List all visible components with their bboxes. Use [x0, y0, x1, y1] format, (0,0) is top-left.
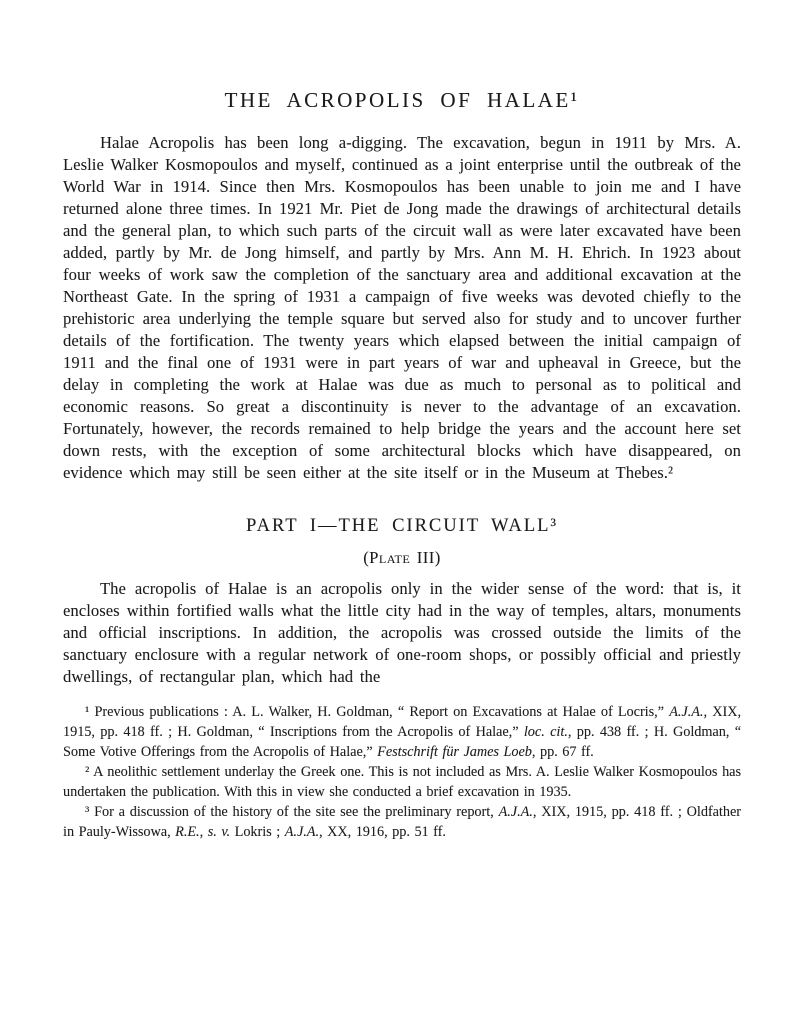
plate-subheading: (Plate III) — [363, 548, 441, 567]
footnote-1: ¹ Previous publications : A. L. Walker, H. Goldman, “ Report on Excavations at Halae of Locris,” A.J.A., XIX, 1915, pp. 418 ff. ; H. Goldman, “ Inscriptions from the Acropolis of Halae,” loc. cit., pp. 438 ff. ; H. Goldman, “ Some Votive Offerings from the Acropolis of Halae,” Festschrift für James Loeb, pp. 67 ff. — [63, 704, 742, 760]
footnotes-section — [63, 702, 741, 842]
part1-paragraph: The acropolis of Halae is an acropolis only in the wider sense of the word: that is, it encloses within fortified walls what the little city had in the way of temples, altars, monuments and official inscriptions. In addition, the acropolis was crossed outside the limits of the sanctuary enclosure with a regular network of one-room shops, or possibly official and priestly dwellings, of rectangular plan, which had the — [63, 579, 741, 686]
part-heading: PART I—THE CIRCUIT WALL³ — [246, 516, 558, 536]
article — [63, 87, 741, 842]
footnote-3: ³ For a discussion of the history of the site see the preliminary report, A.J.A., XIX, 1915, pp. 418 ff. ; Oldfather in Pauly-Wissowa, R.E., s. v. Lokris ; A.J.A., XX, 1916, pp. 51 ff. — [63, 804, 741, 840]
footnote-2: ² A neolithic settlement underlay the Greek one. This is not included as Mrs. A. Leslie Walker Kosmopoulos has undertaken the publication. With this in view she conducted a brief excavation in 1935. — [63, 764, 741, 800]
article-title: THE ACROPOLIS OF HALAE¹ — [224, 88, 580, 112]
intro-paragraph: Halae Acropolis has been long a-digging. The excavation, begun in 1911 by Mrs. A. Leslie Walker Kosmopoulos and myself, continued as a joint enterprise until the outbreak of the World War in 1914. Since then Mrs. Kosmopoulos has been unable to join me and I have returned alone three times. In 1921 Mr. Piet de Jong made the drawings of architectural details and the general plan, to which such parts of the circuit wall as were later excavated have been added, partly by Mr. de Jong himself, and partly by Mrs. Ann M. H. Ehrich. In 1923 about four weeks of work saw the completion of the sanctuary area and additional excavation at the Northeast Gate. In the spring of 1931 a campaign of five weeks was devoted chiefly to the prehistoric area underlying the temple square but served also for study and to uncover further details of the fortification. The twenty years which elapsed between the initial campaign of 1911 and the final one of 1931 were in part years of war and upheaval in Greece, but the delay in completing the work at Halae was due as much to personal as to political and economic reasons. So great a discontinuity is never to the advantage of an excavation. Fortunately, however, the records remained to help bridge the years and the account here set down rests, with the exception of some architectural blocks which have disappeared, on evidence which may still be seen either at the site itself or in the Museum at Thebes.² — [63, 133, 741, 482]
